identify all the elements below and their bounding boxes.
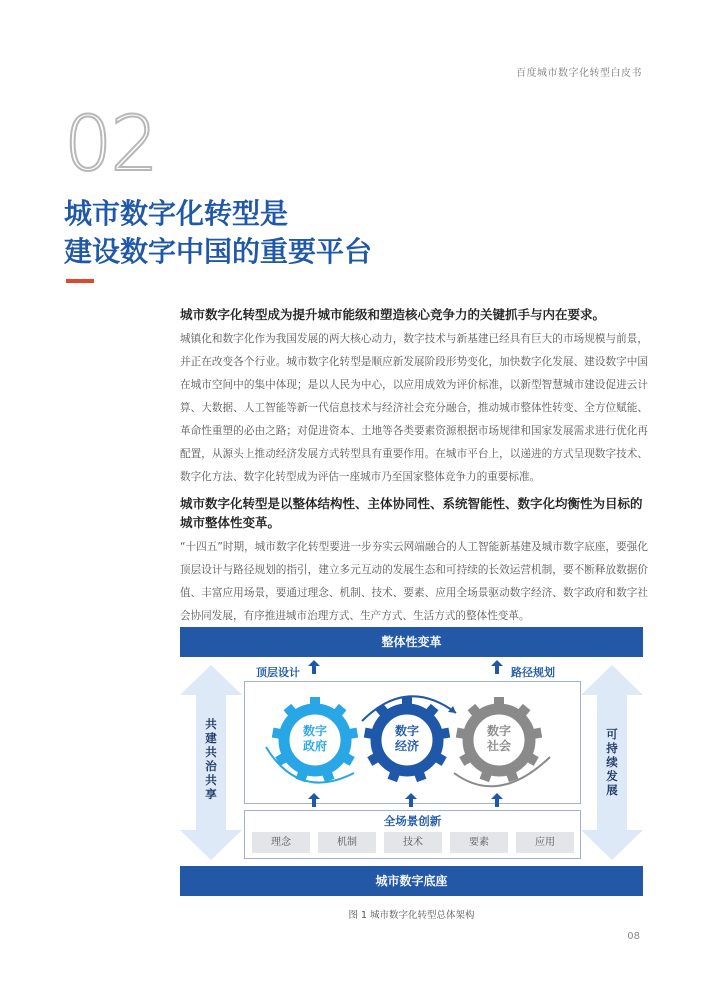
bottom-band: 城市数字底座 [180,866,643,896]
scene-item: 应用 [516,832,574,853]
section-2-body: “十四五”时期，城市数字化转型要进一步夯实云网端融合的人工智能新基建及城市数字底座，要强化顶层设计与路径规划的指引，建立多元互动的发展生态和可持续的长效运营机制，要不断释放数据价值、丰富应用场景，要通过理念、机制、技术、要素、应用全场景驱动数字经济、数字政府和数字社会协同发展，有序推进城市治理方式、生产方式、生活方式的整体性变革。 [180,541,648,622]
left-side-label: 共建共治共享 [205,717,217,801]
right-side-label: 可持续发展 [606,727,618,797]
figure-caption: 图 1 城市数字化转型总体架构 [348,910,475,921]
chapter-title-line1: 城市数字化转型是 [64,197,289,230]
section-1-heading: 城市数字化转型成为提升城市能级和塑造核心竞争力的关键抓手与内在要求。 [180,307,606,322]
page-number: 08 [627,931,640,942]
scene-title: 全场景创新 [383,814,442,828]
scene-innovation-panel [244,810,581,859]
up-arrow-icon [405,793,417,807]
section-1 [180,305,648,489]
up-arrow-icon [491,660,503,674]
chapter-title [64,195,584,271]
up-arrow-icon [308,793,320,807]
scene-item: 理念 [252,832,310,853]
architecture-diagram [180,627,643,897]
section-1-body: 城镇化和数字化作为我国发展的两大核心动力，数字技术与新基建已经具有巨大的市场规模与前景，并正在改变各个行业。城市数字化转型是顺应新发展阶段形势变化，加快数字化发展、建设数字中国在城市空间中的集中体现；是以人民为中心，以应用成效为评价标准，以新型智慧城市建设促进云计算、大数据、人工智能等新一代信息技术与经济社会充分融合，推动城市整体性转变、全方位赋能、革命性重塑的必由之路；对促进资本、土地等各类要素资源根据市场规律和国家发展需求进行优化再配置，从源头上推动经济发展方式转型具有重要作用。在城市平台上，以递进的方式呈现数字技术、数字化方法、数字化转型成为评估一座城市乃至国家整体竞争力的重要标准。 [180,333,648,483]
chapter-number: 02 [64,99,157,188]
running-header: 百度城市数字化转型白皮书 [516,68,642,79]
scene-item: 要素 [450,832,508,853]
title-accent-bar [66,279,94,283]
up-arrow-icon [491,793,503,807]
chapter-title-line2: 建设数字中国的重要平台 [64,235,373,268]
scene-items [252,832,574,853]
top-band: 整体性变革 [180,627,643,657]
gear-label-economy: 数字 经济 [394,724,419,753]
gear-label-government: 数字 政府 [302,724,327,753]
top-design-label: 顶层设计 [256,666,300,679]
scene-item: 技术 [384,832,442,853]
scene-item: 机制 [318,832,376,853]
path-planning-label: 路径规划 [511,666,555,679]
up-arrow-icon [308,660,320,674]
section-2 [180,494,648,628]
section-2-heading: 城市数字化转型是以整体结构性、主体协同性、系统智能性、数字化均衡性为目标的城市整体性变革。 [180,496,643,530]
gear-label-society: 数字 社会 [486,724,511,753]
